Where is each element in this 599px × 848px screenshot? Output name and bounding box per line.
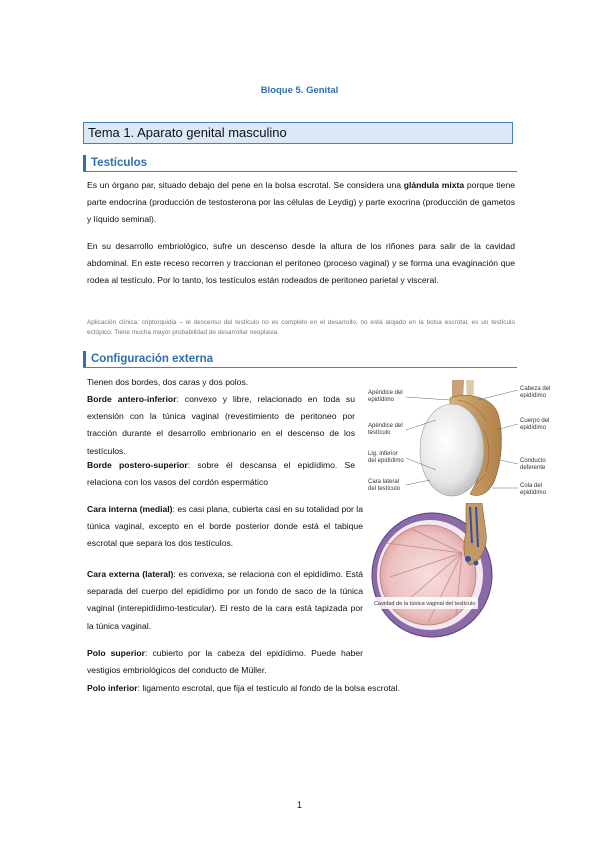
bold-term: Polo inferior (87, 683, 138, 693)
label-cola-1: Cola del (520, 483, 543, 489)
testis-body (420, 404, 484, 496)
text-run: : es casi plana, cubierta casi en su totalidad por la túnica vaginal, excepto en el borde posterior donde está el tabique escrotal que separa los dos testículos. (87, 504, 363, 549)
paragraph-borde-antero-inferior (87, 391, 355, 460)
intro-line: Tienen dos bordes, dos caras y dos polos. (87, 377, 249, 387)
text-run: : sobre él descansa el epidídimo. Se relaciona con los vasos del cordón espermático (87, 460, 355, 488)
label-cola-2: epidídimo (520, 490, 547, 496)
testis-external-illustration (366, 380, 558, 502)
label-cara-lateral-2: del testículo (368, 486, 401, 492)
label-apendice-epididimo-2: epidídimo (368, 397, 395, 403)
bold-term: Cara interna (medial) (87, 504, 173, 514)
text-run: Es un órgano par, situado debajo del pene en la bolsa escrotal. Se considera una (87, 180, 404, 190)
label-apendice-epididimo-1: Apéndice del (368, 390, 403, 396)
section-heading-configuracion (83, 350, 517, 368)
text-run: : es convexa, se relaciona con el epidídimo. Está separada del cuerpo del epidídimo por un fondo de saco de la túnica vaginal (interepidídimo-testicular). El resto de la cara está tapizada por la túnica vaginal. (87, 569, 363, 631)
text-run: : cubierto por la cabeza del epidídimo. Puede haber vestigios embriológicos del conducto de Müller. (87, 648, 363, 676)
paragraph-cara-externa (87, 566, 363, 635)
label-cabeza-1: Cabeza del (520, 386, 551, 392)
label-cara-lateral-1: Cara lateral (368, 479, 400, 485)
figure-caption: Cavidad de la túnica vaginal del testículo (374, 601, 476, 607)
bold-term: Borde antero-inferior (87, 394, 177, 404)
section-title: Testículos (91, 157, 148, 169)
paragraph-polo-inferior (87, 680, 517, 697)
bold-term: Borde postero-superior (87, 460, 188, 470)
heading-accent-bar (83, 155, 86, 171)
bold-term: Cara externa (lateral) (87, 569, 174, 579)
clinical-note: Aplicación clínica: criptorquidia – el descenso del testículo no es completo en el desarrollo, no está alojado en la bolsa escrotal, es un testículo ectópico. Tiene mucha mayor probabilidad de desarrollar neoplasia. (87, 319, 515, 336)
paragraph-borde-postero-superior (87, 457, 355, 491)
text-run: porque tiene parte endocrina (producción de testosterona por las células de Leydig) y parte exocrina (producción de gametos y líquido seminal). (87, 180, 516, 225)
paragraph-definition (87, 177, 515, 229)
label-conducto-2: deferente (520, 465, 546, 471)
paragraph-development: En su desarrollo embriológico, sufre un descenso desde la altura de los riñones para salir de la cavidad abdominal. En este receso recorren y traccionan el peritoneo (proceso vaginal) y se forma una evaginación que rodea al testículo. Por lo tanto, los testículos están rodeados de peritoneo parietal y visceral. (87, 241, 515, 286)
label-conducto-1: Conducto (520, 458, 546, 464)
label-cuerpo-1: Cuerpo del (520, 418, 550, 424)
page-number: 1 (296, 800, 302, 810)
label-cabeza-2: epidídimo (520, 393, 547, 399)
vessel-cross (465, 556, 471, 562)
label-apendice-testiculo-2: testículo (368, 430, 391, 436)
label-apendice-testiculo-1: Apéndice del (368, 423, 403, 429)
text-run: : convexo y libre, relacionado en toda su extensión con la túnica vaginal (revestimiento de peritoneo por tracción durante el desarrollo embrionario en el descenso de los testículos. (87, 394, 356, 456)
bold-term: glándula mixta (403, 180, 465, 190)
testis-cross-section-illustration (366, 503, 512, 643)
heading-accent-bar (83, 351, 86, 367)
section-title: Configuración externa (91, 353, 214, 365)
page-title: Tema 1. Aparato genital masculino (83, 122, 513, 144)
paragraph-polo-superior (87, 645, 363, 679)
testis-parenchyma (380, 525, 476, 625)
label-cuerpo-2: epidídimo (520, 425, 547, 431)
bold-term: Polo superior (87, 648, 146, 658)
vessel-cross (474, 561, 479, 566)
paragraph-cara-interna (87, 501, 363, 553)
section-heading-testiculos (83, 154, 517, 172)
label-lig-inferior-1: Lig. inferior (368, 451, 398, 457)
label-lig-inferior-2: del epidídimo (368, 458, 404, 464)
block-header: Bloque 5. Genital (260, 85, 339, 96)
text-run: : ligamento escrotal, que fija el testículo al fondo de la bolsa escrotal. (137, 683, 400, 693)
